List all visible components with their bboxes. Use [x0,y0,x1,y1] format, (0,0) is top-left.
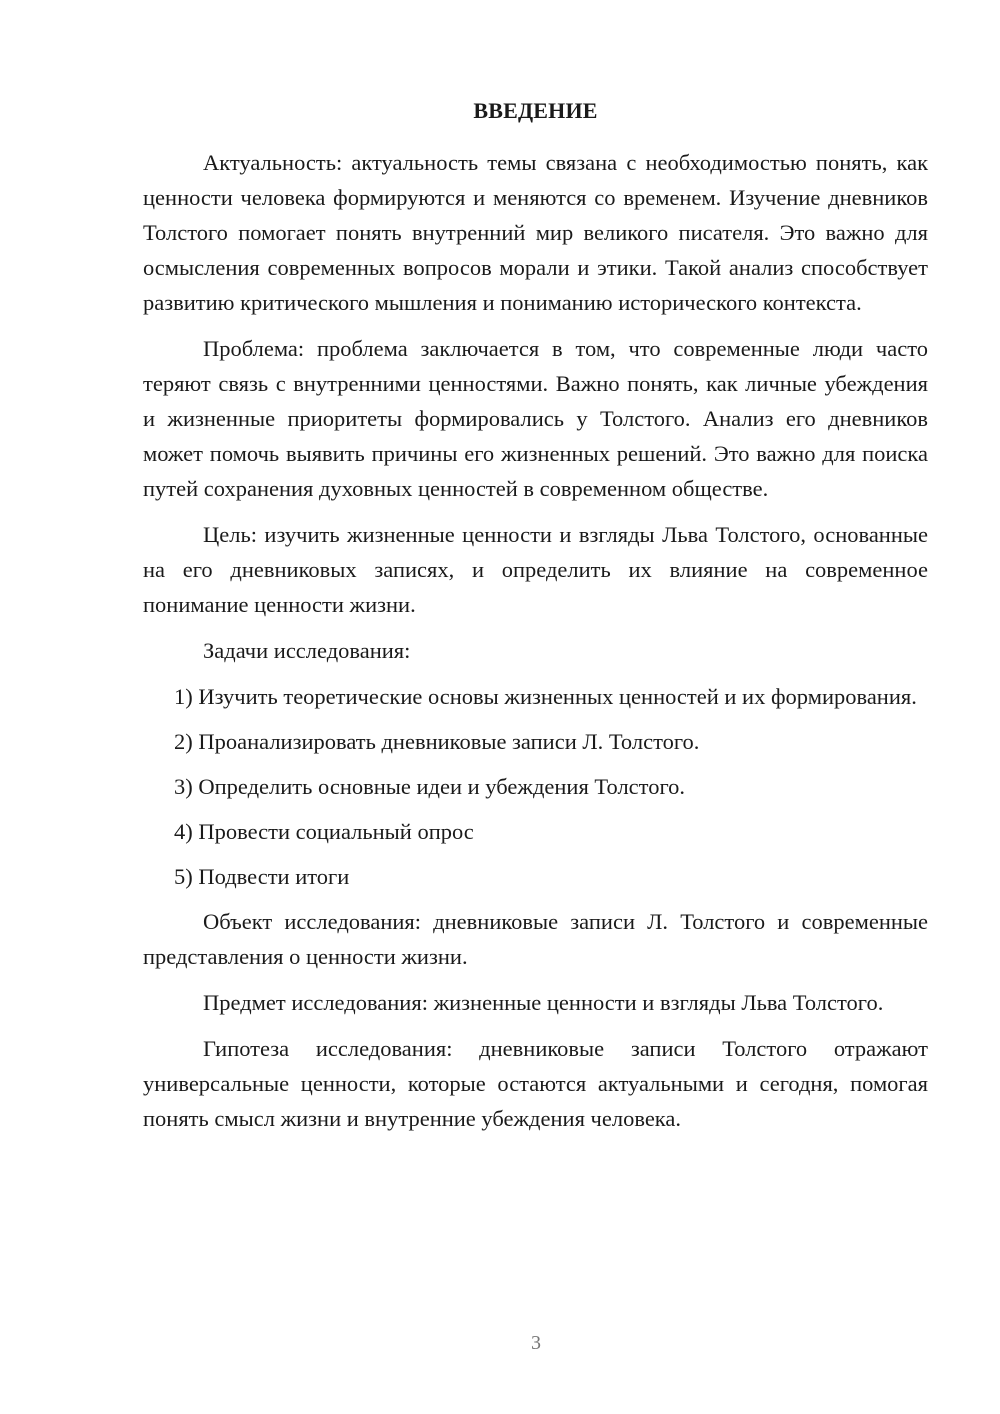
list-item: 3) Определить основные идеи и убеждения Толстого. [174,774,685,799]
section-title: ВВЕДЕНИЕ [473,98,598,123]
paragraph-relevance: Актуальность: актуальность темы связана с необходимостью понять, как ценности человека формируются и меняются со временем. Изучение дневников Толстого помогает понять внутренний мир великого писателя. Это важно для осмысления современных вопросов морали и этики. Такой анализ способствует развитию критического мышления и пониманию исторического контекста. [143,150,928,315]
paragraph-object: Объект исследования: дневниковые записи Л. Толстого и современные представления о ценности жизни. [143,909,928,969]
document-page [143,96,928,1147]
list-item: 4) Провести социальный опрос [174,819,474,844]
tasks-heading: Задачи исследования: [203,638,411,663]
list-item: 5) Подвести итоги [174,864,350,889]
paragraph-goal: Цель: изучить жизненные ценности и взгляды Льва Толстого, основанные на его дневниковых записях, и определить их влияние на современное понимание ценности жизни. [143,522,928,617]
tasks-list [143,679,928,894]
list-item: 1) Изучить теоретические основы жизненных ценностей и их формирования. [174,684,917,709]
paragraph-subject: Предмет исследования: жизненные ценности и взгляды Льва Толстого. [203,990,884,1015]
page-number: 3 [531,1332,541,1354]
paragraph-hypothesis: Гипотеза исследования: дневниковые записи Толстого отражают универсальные ценности, которые остаются актуальными и сегодня, помогая понять смысл жизни и внутренние убеждения человека. [143,1036,928,1131]
paragraph-problem: Проблема: проблема заключается в том, что современные люди часто теряют связь с внутренними ценностями. Важно понять, как личные убеждения и жизненные приоритеты формировались у Толстого. Анализ его дневников может помочь выявить причины его жизненных решений. Это важно для поиска путей сохранения духовных ценностей в современном обществе. [143,336,928,501]
list-item: 2) Проанализировать дневниковые записи Л. Толстого. [174,729,700,754]
